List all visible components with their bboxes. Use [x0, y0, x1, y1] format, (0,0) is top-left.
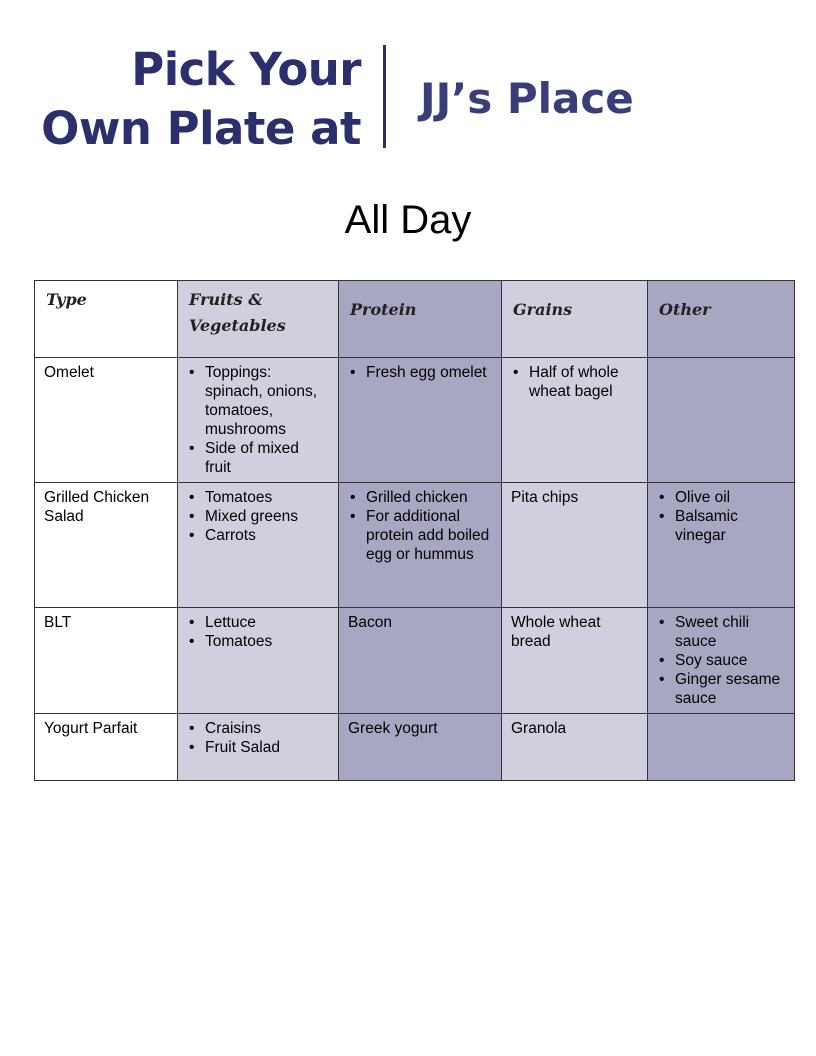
column-header-grains: Grains [502, 281, 648, 358]
cell-grains: Granola [502, 714, 648, 781]
cell-protein [339, 358, 502, 483]
place-name: JJ’s Place [420, 74, 634, 123]
cell-grains [502, 358, 648, 483]
column-header-type: Type [35, 281, 178, 358]
cell-fruits-vegetables [178, 483, 339, 608]
cell-other [648, 483, 795, 608]
list-item: • Carrots [187, 526, 329, 545]
cell-other [648, 714, 795, 781]
title-line-2: Own Plate at [41, 102, 361, 155]
list-item: • Sweet chili sauce [657, 613, 785, 651]
page-header [0, 0, 816, 170]
table-row [35, 483, 795, 608]
table-header-row [35, 281, 795, 358]
cell-type: Omelet [35, 358, 178, 483]
list-item: • Lettuce [187, 613, 329, 632]
cell-protein: Bacon [339, 608, 502, 714]
cell-fruits-vegetables [178, 608, 339, 714]
menu-subtitle: All Day [344, 198, 472, 242]
cell-fruits-vegetables [178, 714, 339, 781]
column-header-other: Other [648, 281, 795, 358]
list-item: • Balsamic vinegar [657, 507, 785, 545]
table-row [35, 358, 795, 483]
cell-grains: Pita chips [502, 483, 648, 608]
list-item: • Half of whole wheat bagel [511, 363, 638, 401]
list-item: • Side of mixed fruit [187, 439, 329, 477]
list-item: • Fresh egg omelet [348, 363, 492, 382]
cell-grains: Whole wheat bread [502, 608, 648, 714]
cell-protein: Greek yogurt [339, 714, 502, 781]
page-title [41, 40, 361, 158]
title-line-1: Pick Your [131, 43, 361, 96]
list-item: • Fruit Salad [187, 738, 329, 757]
cell-other [648, 358, 795, 483]
list-item: • Ginger sesame sauce [657, 670, 785, 708]
table-row [35, 714, 795, 781]
column-header-protein: Protein [339, 281, 502, 358]
cell-fruits-vegetables [178, 358, 339, 483]
cell-type: BLT [35, 608, 178, 714]
list-item: • Olive oil [657, 488, 785, 507]
menu-table [34, 280, 795, 781]
list-item: • Soy sauce [657, 651, 785, 670]
cell-type: Yogurt Parfait [35, 714, 178, 781]
list-item: • Grilled chicken [348, 488, 492, 507]
list-item: • Craisins [187, 719, 329, 738]
cell-other [648, 608, 795, 714]
table-row [35, 608, 795, 714]
list-item: • Mixed greens [187, 507, 329, 526]
list-item: • Tomatoes [187, 632, 329, 651]
list-item: • For additional protein add boiled egg or hummus [348, 507, 492, 564]
cell-protein [339, 483, 502, 608]
list-item: • Tomatoes [187, 488, 329, 507]
column-header-fruits-vegetables: Fruits & Vegetables [178, 281, 339, 358]
title-divider [383, 45, 386, 148]
cell-type: Grilled Chicken Salad [35, 483, 178, 608]
list-item: • Toppings: spinach, onions, tomatoes, mushrooms [187, 363, 329, 439]
